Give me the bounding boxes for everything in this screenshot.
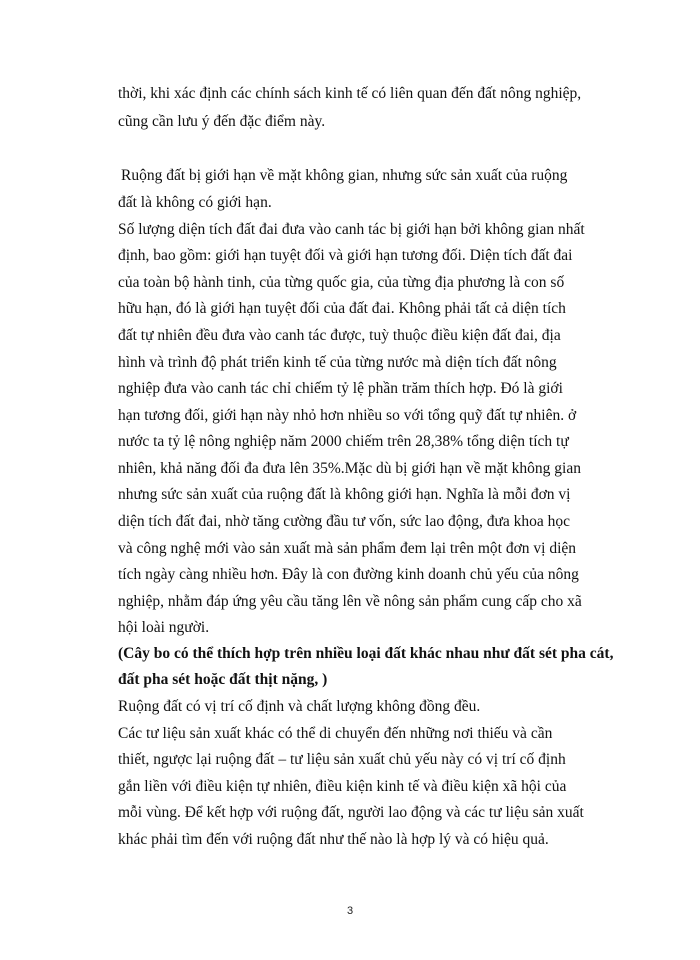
- text-line: của toàn bộ hành tinh, của từng quốc gia, của từng địa phương là con số: [118, 274, 565, 291]
- bold-note-line: đất pha sét hoặc đất thịt nặng, ): [118, 671, 328, 688]
- text-line: tích ngày càng nhiều hơn. Đây là con đường kinh doanh chủ yếu của nông: [118, 566, 579, 583]
- text-line: Ruộng đất bị giới hạn về mặt không gian, nhưng sức sản xuất của ruộng: [121, 167, 568, 184]
- text-line: khác phải tìm đến với ruộng đất như thế nào là hợp lý và có hiệu quả.: [118, 831, 549, 848]
- text-line: Số lượng diện tích đất đai đưa vào canh tác bị giới hạn bởi không gian nhất: [118, 221, 585, 238]
- text-line: Ruộng đất có vị trí cố định và chất lượng không đồng đều.: [118, 698, 481, 715]
- text-line: Các tư liệu sản xuất khác có thể di chuyển đến những nơi thiếu và cần: [118, 725, 553, 742]
- page-number: 3: [346, 905, 354, 917]
- text-line: gắn liền với điều kiện tự nhiên, điều kiện kinh tế và điều kiện xã hội của: [118, 778, 567, 795]
- text-line: nghiệp, nhằm đáp ứng yêu cầu tăng lên về nông sản phẩm cung cấp cho xã: [118, 593, 582, 610]
- text-line: định, bao gồm: giới hạn tuyệt đối và giới hạn tương đối. Diện tích đất đai: [118, 247, 573, 264]
- text-line: nước ta tỷ lệ nông nghiệp năm 2000 chiếm trên 28,38% tổng diện tích tự: [118, 433, 569, 450]
- text-line: hạn tương đối, giới hạn này nhỏ hơn nhiều so với tổng quỹ đất tự nhiên. ở: [118, 407, 577, 424]
- text-line: nghiệp đưa vào canh tác chỉ chiếm tỷ lệ phần trăm thích hợp. Đó là giới: [118, 380, 563, 397]
- text-line: thời, khi xác định các chính sách kinh tế có liên quan đến đất nông nghiệp,: [118, 85, 582, 102]
- text-line: đất là không có giới hạn.: [118, 194, 272, 211]
- text-line: hội loài người.: [118, 619, 210, 636]
- text-line: mỗi vùng. Để kết hợp với ruộng đất, người lao động và các tư liệu sản xuất: [118, 804, 584, 821]
- text-line: nhưng sức sản xuất của ruộng đất là không giới hạn. Nghĩa là mỗi đơn vị: [118, 486, 571, 503]
- text-line: diện tích đất đai, nhờ tăng cường đầu tư vốn, sức lao động, đưa khoa học: [118, 513, 571, 530]
- text-line: cũng cần lưu ý đến đặc điểm này.: [118, 113, 326, 130]
- bold-note-line: (Cây bo có thể thích hợp trên nhiều loại đất khác nhau như đất sét pha cát,: [118, 645, 614, 662]
- text-line: thiết, ngược lại ruộng đất – tư liệu sản xuất chủ yếu này có vị trí cố định: [118, 751, 566, 768]
- text-line: hữu hạn, đó là giới hạn tuyệt đối của đất đai. Không phải tất cả diện tích: [118, 300, 566, 317]
- text-line: đất tự nhiên đều đưa vào canh tác được, tuỳ thuộc điều kiện đất đai, địa: [118, 327, 561, 344]
- text-line: hình và trình độ phát triển kinh tế của từng nước mà diện tích đất nông: [118, 354, 557, 371]
- text-line: nhiên, khả năng đối đa đưa lên 35%.Mặc dù bị giới hạn về mặt không gian: [118, 460, 581, 477]
- text-line: và công nghệ mới vào sản xuất mà sản phẩm đem lại trên một đơn vị diện: [118, 540, 577, 557]
